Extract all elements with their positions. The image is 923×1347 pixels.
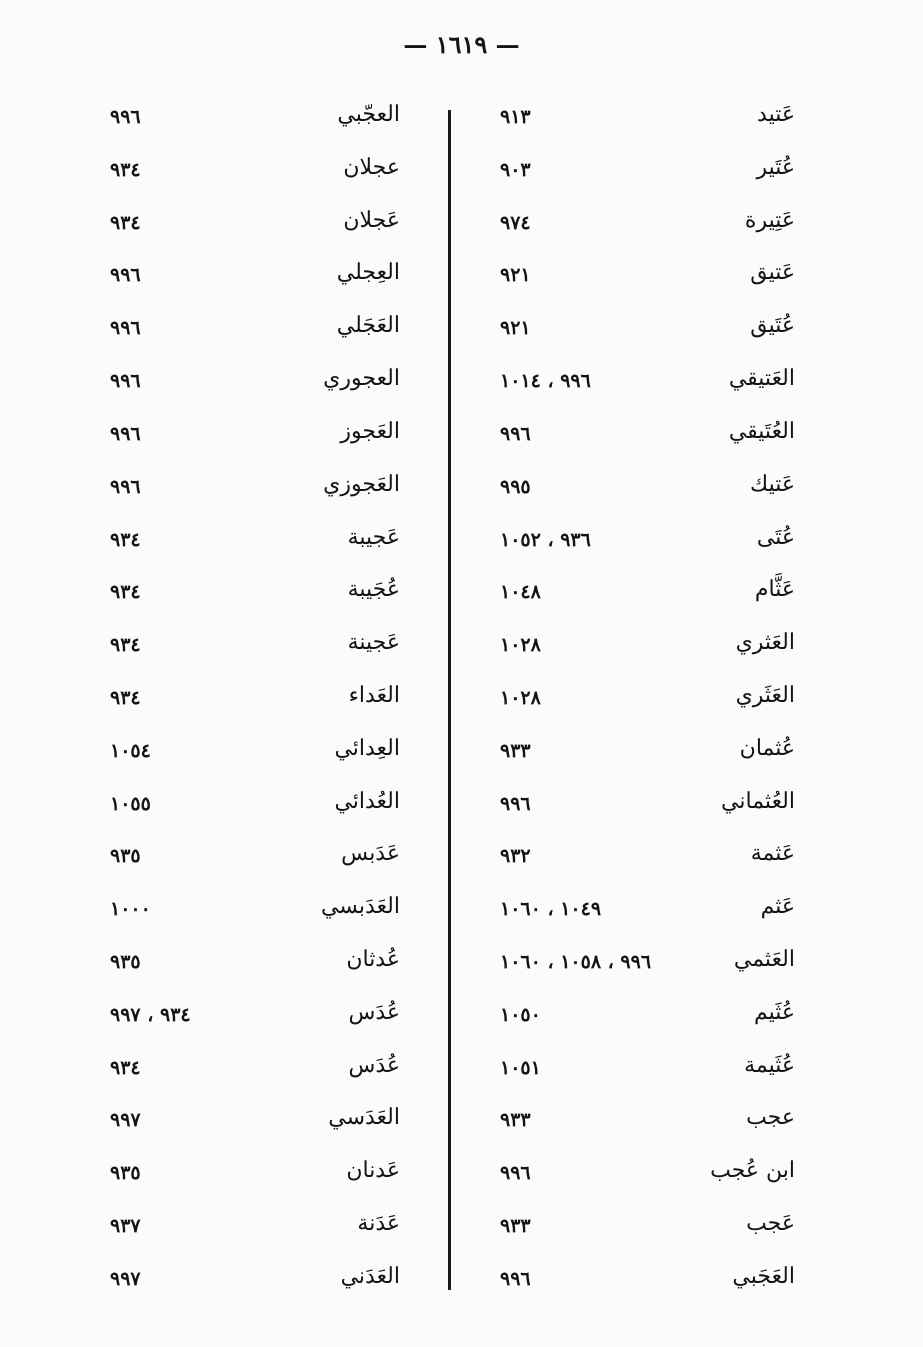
page-references: ٩٣٤ (110, 528, 141, 551)
page-references: ٩٩٦ (500, 422, 531, 445)
page-references: ١٠٥١ (500, 1056, 541, 1079)
page-references: ٩٣٤ (110, 158, 141, 181)
index-term: عجلان (343, 154, 400, 180)
index-term: العَدَبسي (320, 894, 400, 920)
index-entry (500, 360, 795, 410)
page-references: ٩٩٧ (110, 1267, 141, 1290)
index-term: عُتَير (756, 154, 795, 180)
left-column (110, 96, 400, 1308)
index-term: عُدثان (346, 947, 400, 972)
right-column (500, 96, 795, 1308)
column-divider (448, 110, 451, 1290)
index-term: عُدَس (348, 1052, 400, 1078)
index-term: عُتَى (756, 524, 795, 550)
page-references: ٩٩٦ (110, 264, 141, 287)
page-references: ١٠٠٠ (110, 898, 151, 921)
index-entry (110, 888, 400, 938)
index-term: العَجَبي (732, 1263, 795, 1289)
index-term: عَدنان (346, 1158, 400, 1184)
page-references: ٩٣٤ ، ٩٩٧ (110, 1003, 191, 1026)
index-term: ابن عُجب (710, 1158, 795, 1184)
index-entry (500, 1258, 795, 1308)
page-references: ٩٩٦ (110, 370, 141, 393)
index-entry (110, 96, 400, 146)
index-entry (110, 202, 400, 252)
page-references: ٩٣٤ (110, 211, 141, 234)
index-term: عَثَّام (754, 577, 795, 603)
index-entry (500, 1047, 795, 1097)
page-references: ٩٩٦ (500, 1267, 531, 1290)
index-entry (110, 149, 400, 199)
index-term: عُثَيمة (744, 1052, 795, 1078)
index-entry (110, 835, 400, 885)
index-entry (110, 677, 400, 727)
index-term: العِجلي (336, 260, 400, 286)
page-references: ٩٣٥ (110, 1162, 141, 1185)
index-term: العجوري (323, 366, 400, 392)
page-references: ٩٣٣ (500, 739, 531, 762)
page-references: ٩٠٣ (500, 158, 531, 181)
page-references: ١٠٢٨ (500, 686, 541, 709)
index-entry (110, 1152, 400, 1202)
index-term: العُثماني (721, 788, 795, 814)
page-references: ٩٢١ (500, 317, 531, 340)
index-entry (110, 413, 400, 463)
page-references: ٩٩٦ ، ١٠١٤ (500, 370, 591, 393)
page-references: ٩٧٤ (500, 211, 531, 234)
index-term: عَتيد (757, 102, 795, 127)
index-entry (500, 413, 795, 463)
index-term: عَتِيرة (744, 207, 795, 233)
index-term: العَتيقي (728, 366, 795, 392)
page-references: ٩٩٦ (500, 1162, 531, 1185)
index-entry (110, 1099, 400, 1149)
index-entry (110, 941, 400, 991)
index-entry (110, 519, 400, 569)
index-entry (110, 1258, 400, 1308)
index-entry (500, 202, 795, 252)
index-entry (110, 994, 400, 1044)
index-term: عُدَس (348, 999, 400, 1025)
index-term: عَدَنة (357, 1211, 400, 1237)
index-term: عَجينة (347, 630, 400, 656)
page-references: ٩٣٥ (110, 845, 141, 868)
index-entry (500, 1099, 795, 1149)
index-term: العَدَسي (328, 1105, 400, 1131)
index-term: العَجوز (340, 418, 400, 444)
page-references: ٩٣٢ (500, 845, 531, 868)
index-term: عجب (746, 1105, 795, 1131)
index-term: العجّبي (337, 102, 400, 127)
page-references: ٩٣٣ (500, 1215, 531, 1238)
index-entry (110, 466, 400, 516)
index-term: العَداء (348, 682, 400, 708)
page-references: ١٠٢٨ (500, 634, 541, 657)
page-references: ٩١٣ (500, 106, 531, 128)
index-entry (500, 149, 795, 199)
page-references: ٩٣٤ (110, 581, 141, 604)
index-entry (500, 1152, 795, 1202)
index-entry (500, 307, 795, 357)
index-term: العُدائي (334, 788, 400, 814)
index-entry (500, 888, 795, 938)
page-references: ٩٩٦ (110, 106, 141, 128)
page-references: ٩٣٥ (110, 951, 141, 973)
index-term: عَثمة (750, 841, 795, 867)
index-term: عَدَبس (341, 841, 400, 867)
page-references: ٩٢١ (500, 264, 531, 287)
index-term: عَثم (760, 894, 795, 920)
page-references: ٩٩٦ ، ١٠٥٨ ، ١٠٦٠ (500, 951, 652, 973)
page-references: ٩٣٤ (110, 1056, 141, 1079)
page-references: ٩٩٦ (500, 792, 531, 815)
page-references: ٩٣٤ (110, 634, 141, 657)
page-references: ٩٣٣ (500, 1109, 531, 1132)
page-references: ٩٩٦ (110, 475, 141, 498)
index-term: العَجَلي (336, 313, 400, 339)
index-term: العَثَري (735, 682, 795, 708)
index-term: العَثري (735, 630, 795, 656)
index-term: عَجب (746, 1211, 795, 1237)
index-term: العُتَيقي (728, 418, 795, 444)
page-references: ٩٩٦ (110, 317, 141, 340)
index-entry (110, 1205, 400, 1255)
index-entry (500, 624, 795, 674)
page-references: ١٠٤٨ (500, 581, 541, 604)
page-references: ٩٩٥ (500, 475, 531, 498)
index-entry (110, 307, 400, 357)
index-entry (500, 783, 795, 833)
index-term: عَتيق (750, 260, 795, 286)
index-term: عُتَيق (750, 313, 795, 339)
page-references: ١٠٥٠ (500, 1003, 541, 1026)
index-entry (110, 783, 400, 833)
index-entry (110, 254, 400, 304)
page-references: ١٠٤٩ ، ١٠٦٠ (500, 898, 602, 921)
page-number: — ١٦١٩ — (403, 30, 520, 59)
index-entry (500, 835, 795, 885)
index-entry (110, 730, 400, 780)
index-entry (500, 1205, 795, 1255)
index-entry (110, 1047, 400, 1097)
index-entry (500, 941, 795, 991)
index-term: العَدَني (340, 1263, 400, 1289)
index-entry (500, 254, 795, 304)
index-entry (110, 360, 400, 410)
page-references: ٩٩٦ (110, 422, 141, 445)
page-references: ٩٣٧ (110, 1215, 141, 1238)
index-entry (500, 677, 795, 727)
page-references: ٩٣٤ (110, 686, 141, 709)
index-entry (500, 519, 795, 569)
page-references: ١٠٥٥ (110, 792, 151, 815)
index-term: عُثمان (739, 735, 795, 761)
index-entry (500, 96, 795, 146)
index-term: عُجَيبة (347, 577, 400, 603)
index-entry (500, 466, 795, 516)
index-entry (500, 571, 795, 621)
index-term: العَثمي (733, 947, 795, 972)
index-term: العَجوزي (323, 471, 400, 497)
index-term: عَجلان (343, 207, 400, 233)
index-term: عَجيبة (347, 524, 400, 550)
index-term: العِدائي (334, 735, 400, 761)
index-term: عَتيك (750, 471, 795, 497)
index-entry (110, 571, 400, 621)
index-entry (500, 730, 795, 780)
page-references: ١٠٥٤ (110, 739, 151, 762)
index-entry (110, 624, 400, 674)
page-references: ٩٣٦ ، ١٠٥٢ (500, 528, 591, 551)
index-term: عُثَيم (753, 999, 795, 1025)
page-references: ٩٩٧ (110, 1109, 141, 1132)
index-entry (500, 994, 795, 1044)
